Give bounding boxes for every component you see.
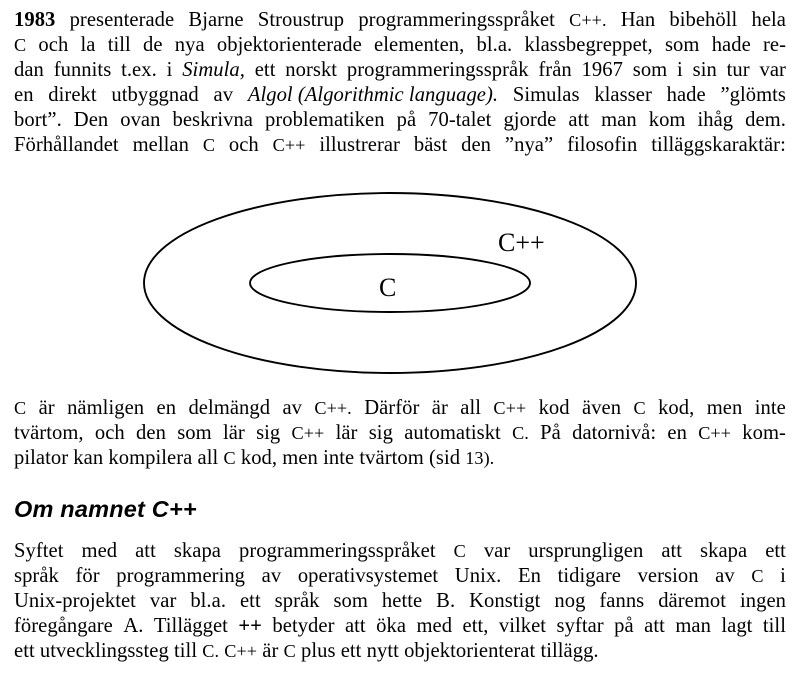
text-segment: sig [368,422,393,445]
text-segment: sin [692,59,717,82]
text-segment: ett utvecklingssteg till [14,640,198,663]
subset-explanation-paragraph [14,396,786,471]
text-segment: la [80,34,96,57]
figure-label-c: C [379,273,397,302]
text-segment: lär [335,422,358,445]
text-line [14,564,786,589]
text-segment: som [177,422,212,445]
text-segment: A. [123,615,144,638]
text-segment: var [759,59,786,82]
text-segment: Syftet [14,540,64,562]
text-segment: kod, [658,397,695,419]
text-segment: den [461,134,492,157]
text-segment: vilket [498,615,547,638]
text-segment: och [38,34,69,57]
text-segment: till [762,615,786,638]
text-segment: att [644,615,665,638]
text-segment: tvärtom, [14,422,84,445]
text-segment: C [202,135,215,156]
text-segment: C [14,35,27,56]
text-segment: filosofin [567,134,638,157]
text-segment: kom [648,109,686,132]
text-segment: presenterade [69,9,175,31]
text-segment: språk [14,565,59,588]
text-segment: C [14,398,27,418]
text-line [14,108,786,133]
text-segment: nya [174,34,205,57]
text-segment: är [431,397,448,419]
text-segment: fanns [599,590,645,613]
text-segment: öka [376,615,407,638]
text-segment: även [582,397,622,419]
text-segment: Simulas [512,84,580,107]
text-segment: C [453,541,466,561]
text-segment: delmängd [188,397,271,419]
text-segment: Unix-projektet [14,590,136,613]
text-segment: och [94,422,125,445]
text-segment: att [344,615,366,638]
text-segment: C++ [224,641,258,662]
text-segment: t.ex. [121,59,157,82]
text-segment: av [213,84,234,107]
text-segment: Därför [364,397,420,419]
text-segment: i [677,59,683,82]
text-segment: i [780,565,786,588]
text-segment: var [149,590,177,613]
text-segment: C++. [569,10,607,30]
text-segment: På [540,422,561,445]
text-segment: kom- [742,422,786,445]
text-segment: C [223,448,236,469]
text-segment: C [633,398,646,418]
text-segment: med [81,540,118,562]
text-segment: tidigare [557,565,621,588]
text-segment: att [568,109,590,132]
section-heading: Om namnet C++ [14,496,197,522]
text-segment: C [283,641,296,662]
text-segment: till [107,34,131,57]
text-segment: hade [666,84,706,107]
text-segment: man [601,109,637,132]
text-segment: Tillägget [153,615,228,638]
text-segment: 13). [465,448,495,469]
text-line [14,589,786,614]
text-segment: som [333,590,368,613]
text-segment: bibehöll [669,9,738,31]
text-segment: hade [711,34,751,57]
text-segment: bl.a. [190,590,227,613]
text-segment: en [14,84,34,107]
text-segment: är [38,397,55,419]
text-segment: version [637,565,699,588]
text-segment: ++ [238,615,262,638]
text-line [14,614,786,639]
text-segment: dan [14,59,44,82]
text-segment: Förhållandet [14,134,119,157]
text-segment: illustrerar [319,134,400,157]
text-line [14,396,786,421]
text-segment: skapa [173,540,221,562]
text-segment: Den [73,109,109,132]
text-segment: re- [762,34,786,57]
text-segment: Bjarne [188,9,244,31]
text-segment: mellan [132,134,189,157]
text-segment: ovan [120,109,161,132]
text-segment: att [661,540,683,562]
text-segment: C. [202,641,220,662]
text-line [14,539,786,564]
text-segment: den [136,422,166,445]
text-segment: bl.a. [476,34,513,57]
text-segment: skapa [700,540,748,562]
text-segment: betyder [272,615,335,638]
figure-label-cpp: C++ [498,228,545,257]
text-segment: programmeringsspråket [238,540,436,562]
text-segment: föregångare [14,615,113,638]
text-segment: som [664,34,700,57]
text-segment: Han [620,9,656,31]
text-segment: däremot [658,590,727,613]
text-segment: ett [239,590,261,613]
text-segment: 1983 [14,9,56,31]
text-segment: C++ [698,423,731,444]
naming-history-paragraph [14,539,786,664]
text-segment: B. [436,590,456,613]
text-segment: av [715,565,735,588]
text-segment: är [262,640,279,663]
text-segment: 1967 [581,59,623,82]
text-segment: C. [512,423,529,444]
text-segment: från [538,59,572,82]
text-segment: nog [554,590,586,613]
text-segment: norskt [285,59,338,82]
text-segment: Unix. [454,565,502,588]
text-segment: Simula, [182,59,245,82]
text-segment: språk [274,590,320,613]
text-segment: C [751,566,764,587]
text-segment: ett [254,59,276,82]
text-line [14,421,786,446]
text-segment: bäst [413,134,448,157]
text-segment: på [396,109,417,132]
text-segment: var [483,540,511,562]
text-segment: lär [222,422,245,445]
text-segment: C++. [314,398,352,418]
text-segment: att [135,540,156,562]
text-segment: pilator kan kompilera all [14,447,219,470]
text-segment: funnits [53,59,112,82]
intro-paragraph [14,8,786,159]
text-line [14,446,786,471]
text-segment: och [228,134,259,157]
text-segment: Stroustrup [257,9,345,31]
text-segment: kod, men inte tvärtom (sid [240,447,461,470]
text-segment: C++ [291,423,325,444]
text-segment: men [706,397,743,419]
text-segment: gjorde [503,109,557,132]
text-segment: utbyggnad [111,84,199,107]
text-segment: objektorienterade [216,34,362,57]
text-line [14,33,786,58]
text-segment: av [261,565,282,588]
text-segment: Algol (Algorithmic language). [247,84,499,107]
text-segment: dem. [745,109,786,132]
text-segment: klassbegreppet, [524,34,653,57]
text-segment: ett, [462,615,489,638]
text-segment: programmeringsspråk [346,59,529,82]
text-segment: tilläggskaraktär: [651,134,786,157]
text-segment: på [614,615,634,638]
text-segment: beskrivna [172,109,253,132]
text-segment: ”glömts [720,84,786,107]
text-segment: elementen, [374,34,465,57]
text-segment: i [166,59,173,82]
text-segment: programmeringsspråket [358,9,555,31]
text-segment: för [75,565,100,588]
text-segment: all [460,397,481,419]
text-segment: bort”. [14,109,62,132]
text-segment: de [143,34,163,57]
text-line [14,58,786,83]
text-segment: C++ [272,135,306,156]
text-segment: hela [751,9,786,31]
text-segment: programmering [116,565,246,588]
text-segment: lagt [721,615,753,638]
text-segment: klasser [594,84,652,107]
text-segment: plus ett nytt objektorienterat tillägg. [300,640,599,663]
text-segment: nämligen [67,397,145,419]
text-segment: en [156,397,177,419]
text-segment: kod [538,397,570,419]
text-line [14,8,786,33]
text-segment: med [416,615,453,638]
text-segment: syftar [556,615,604,638]
text-segment: problematiken [264,109,385,132]
text-segment: automatiskt [404,422,501,445]
c-subset-of-cpp-venn-diagram [0,178,800,390]
text-line [14,639,786,664]
text-segment: tur [726,59,750,82]
text-line [14,83,786,108]
text-segment: ursprungligen [528,540,644,562]
text-segment: operativsystemet [297,565,439,588]
text-segment: En [518,565,541,588]
text-segment: C++ [493,398,527,418]
text-segment: datornivå: [572,422,657,445]
text-segment: ett [765,540,786,562]
text-segment: hette [381,590,423,613]
text-segment: Konstigt [469,590,541,613]
text-segment: av [282,397,302,419]
text-segment: inte [754,397,786,419]
text-segment: direkt [48,84,97,107]
text-segment: ingen [739,590,786,613]
text-segment: man [675,615,711,638]
text-segment: 70-talet [428,109,492,132]
text-segment: en [667,422,687,445]
text-segment: sig [256,422,281,445]
text-segment: ”nya” [504,134,554,157]
text-segment: som [632,59,668,82]
text-line [14,133,786,158]
text-segment: ihåg [697,109,734,132]
